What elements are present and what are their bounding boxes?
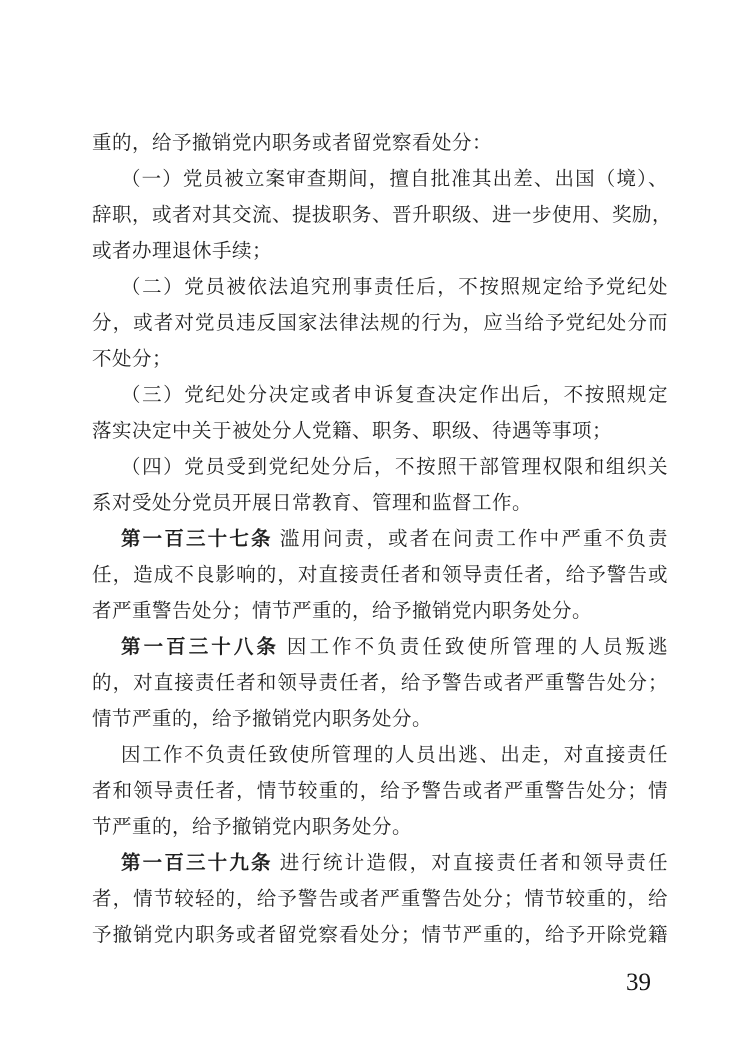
text-line-content: 者严重警告处分；情节严重的，给予撤销党内职务处分。 — [92, 601, 593, 622]
text-line — [92, 918, 668, 954]
text-line-content: 因工作不负责任致使所管理的人员叛逃 — [278, 637, 668, 658]
text-line-content: 予撤销党内职务或者留党察看处分；情节严重的，给予开除党籍 — [92, 925, 668, 946]
text-line — [92, 594, 668, 630]
text-line — [92, 414, 668, 450]
text-line — [92, 666, 668, 702]
text-line-content: 进行统计造假，对直接责任者和领导责任 — [272, 853, 668, 874]
text-line-content: 滥用问责，或者在问责工作中严重不负责 — [272, 529, 668, 550]
text-line — [92, 270, 668, 306]
text-line-content: 重的，给予撤销党内职务或者留党察看处分： — [92, 133, 493, 154]
text-line — [92, 774, 668, 810]
text-line — [92, 846, 668, 882]
text-line-content: 系对受处分党员开展日常教育、管理和监督工作。 — [92, 493, 533, 514]
text-line-content: 节严重的，给予撤销党内职务处分。 — [92, 817, 413, 838]
text-line — [92, 486, 668, 522]
text-line — [92, 630, 668, 666]
text-line-content: 者，情节较轻的，给予警告或者严重警告处分；情节较重的，给 — [92, 889, 668, 910]
text-line — [92, 306, 668, 342]
text-line — [92, 162, 668, 198]
article-number: 第一百三十九条 — [121, 853, 273, 874]
text-line — [92, 234, 668, 270]
text-line-content: （四）党员受到党纪处分后，不按照干部管理权限和组织关 — [121, 457, 668, 478]
text-line-content: 任，造成不良影响的，对直接责任者和领导责任者，给予警告或 — [92, 565, 668, 586]
text-line-content: 或者办理退休手续； — [92, 241, 273, 262]
text-line-content: （一）党员被立案审查期间，擅自批准其出差、出国（境）、 — [121, 169, 668, 190]
text-line-content: 辞职，或者对其交流、提拔职务、晋升职级、进一步使用、奖励， — [92, 205, 673, 226]
text-line-content: 情节严重的，给予撤销党内职务处分。 — [92, 709, 433, 730]
text-line — [92, 450, 668, 486]
text-line — [92, 342, 668, 378]
text-line-content: 不处分； — [92, 349, 173, 370]
document-body — [92, 126, 673, 954]
text-line — [92, 522, 668, 558]
text-line — [92, 558, 668, 594]
page-number: 39 — [626, 969, 651, 996]
text-line — [92, 126, 668, 162]
text-line-content: 分，或者对党员违反国家法律法规的行为，应当给予党纪处分而 — [92, 313, 668, 334]
text-line — [92, 378, 668, 414]
text-line-content: 者和领导责任者，情节较重的，给予警告或者严重警告处分；情 — [92, 781, 668, 802]
text-line-content: 落实决定中关于被处分人党籍、职务、职级、待遇等事项； — [92, 421, 613, 442]
text-line — [92, 702, 668, 738]
text-line — [92, 882, 668, 918]
article-number: 第一百三十七条 — [121, 529, 273, 550]
text-line-content: （三）党纪处分决定或者申诉复查决定作出后，不按照规定 — [121, 385, 668, 406]
text-line — [92, 738, 668, 774]
article-number: 第一百三十八条 — [121, 637, 279, 658]
text-line-content: （二）党员被依法追究刑事责任后，不按照规定给予党纪处 — [121, 277, 668, 298]
text-line-content: 因工作不负责任致使所管理的人员出逃、出走，对直接责任 — [121, 745, 668, 766]
text-line-content: 的，对直接责任者和领导责任者，给予警告或者严重警告处分； — [92, 673, 668, 694]
text-line — [92, 810, 668, 846]
text-line — [92, 198, 673, 234]
